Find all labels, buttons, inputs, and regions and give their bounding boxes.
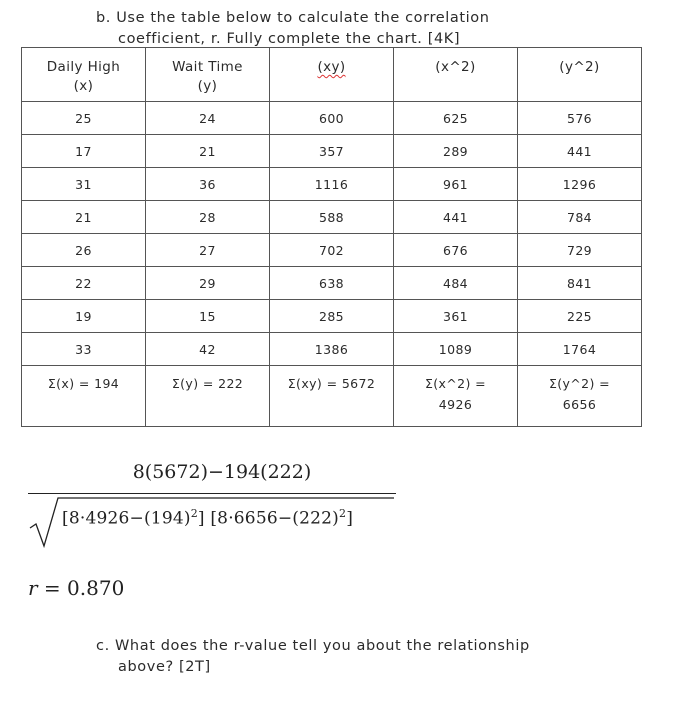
header-y2-label: (y^2)	[559, 59, 600, 75]
question-b-line1: b. Use the table below to calculate the correlation	[96, 10, 490, 26]
header-daily-high-label: Daily High	[46, 59, 121, 75]
cell-y2: 784	[518, 201, 642, 234]
header-y2	[518, 48, 642, 102]
denom-exp2: 2	[339, 507, 347, 520]
correlation-table	[21, 47, 642, 427]
formula-denominator	[28, 494, 396, 552]
cell-y: 29	[146, 267, 270, 300]
sum-y2-label: Σ(y^2) =	[548, 376, 611, 391]
cell-x: 33	[22, 333, 146, 366]
question-b	[96, 8, 566, 50]
header-x2-label: (x^2)	[435, 59, 476, 75]
sum-y	[146, 366, 270, 427]
cell-y: 42	[146, 333, 270, 366]
cell-y: 21	[146, 135, 270, 168]
table-row	[22, 102, 642, 135]
table-row	[22, 201, 642, 234]
cell-x: 21	[22, 201, 146, 234]
denom-term1: 8·4926−(194)	[68, 508, 191, 529]
cell-x: 17	[22, 135, 146, 168]
correlation-formula	[28, 455, 396, 552]
table-row	[22, 135, 642, 168]
table-row	[22, 267, 642, 300]
r-result	[28, 576, 124, 600]
header-xy-label: (xy)	[317, 59, 346, 75]
cell-x2: 441	[394, 201, 518, 234]
cell-y2: 1764	[518, 333, 642, 366]
cell-x2: 625	[394, 102, 518, 135]
cell-y2: 225	[518, 300, 642, 333]
cell-xy: 638	[270, 267, 394, 300]
cell-x: 26	[22, 234, 146, 267]
cell-y2: 729	[518, 234, 642, 267]
question-b-line2: coefficient, r. Fully complete the chart. [4K]	[118, 31, 461, 47]
table-body	[22, 102, 642, 366]
header-daily-high-var: (x)	[73, 78, 94, 94]
cell-x2: 676	[394, 234, 518, 267]
sum-x2	[394, 366, 518, 427]
cell-xy: 1386	[270, 333, 394, 366]
sum-y2	[518, 366, 642, 427]
table-row	[22, 333, 642, 366]
sum-xy	[270, 366, 394, 427]
cell-x2: 484	[394, 267, 518, 300]
table-row	[22, 300, 642, 333]
cell-xy: 600	[270, 102, 394, 135]
table-header-row	[22, 48, 642, 102]
r-value: = 0.870	[43, 576, 125, 600]
cell-y: 24	[146, 102, 270, 135]
cell-x2: 361	[394, 300, 518, 333]
cell-xy: 588	[270, 201, 394, 234]
sum-xy-text: Σ(xy) = 5672	[287, 376, 376, 391]
sum-x2-value: 4926	[438, 397, 473, 412]
table-row	[22, 234, 642, 267]
cell-x2: 961	[394, 168, 518, 201]
question-c-line2: above? [2T]	[118, 659, 211, 675]
cell-y2: 441	[518, 135, 642, 168]
cell-y2: 576	[518, 102, 642, 135]
cell-y: 28	[146, 201, 270, 234]
cell-xy: 702	[270, 234, 394, 267]
cell-y2: 841	[518, 267, 642, 300]
cell-xy: 357	[270, 135, 394, 168]
cell-x2: 289	[394, 135, 518, 168]
sum-y2-value: 6656	[562, 397, 597, 412]
cell-x: 31	[22, 168, 146, 201]
cell-y2: 1296	[518, 168, 642, 201]
denom-term2: 8·6656−(222)	[217, 508, 340, 529]
sum-x	[22, 366, 146, 427]
header-daily-high	[22, 48, 146, 102]
denominator-expression: $[8\cdot 4926-(194)^2]$ $[8\cdot 6656-(222)^2]$	[62, 507, 354, 529]
formula-numerator: 8(5672)−194(222)	[132, 461, 312, 483]
cell-y: 15	[146, 300, 270, 333]
sum-x-text: Σ(x) = 194	[47, 376, 120, 391]
cell-x: 22	[22, 267, 146, 300]
cell-y: 27	[146, 234, 270, 267]
denom-exp1: 2	[190, 507, 198, 520]
sum-y-text: Σ(y) = 222	[171, 376, 244, 391]
r-variable: r	[28, 576, 38, 600]
sum-x2-label: Σ(x^2) =	[424, 376, 487, 391]
question-c	[96, 636, 616, 678]
cell-x: 25	[22, 102, 146, 135]
sum-row	[22, 366, 642, 427]
cell-xy: 285	[270, 300, 394, 333]
header-wait-time-label: Wait Time	[172, 59, 243, 75]
header-wait-time	[146, 48, 270, 102]
cell-y: 36	[146, 168, 270, 201]
cell-x2: 1089	[394, 333, 518, 366]
question-c-line1: c. What does the r-value tell you about the relationship	[96, 638, 530, 654]
header-wait-time-var: (y)	[197, 78, 218, 94]
table-row	[22, 168, 642, 201]
cell-x: 19	[22, 300, 146, 333]
cell-xy: 1116	[270, 168, 394, 201]
header-xy	[270, 48, 394, 102]
header-x2	[394, 48, 518, 102]
